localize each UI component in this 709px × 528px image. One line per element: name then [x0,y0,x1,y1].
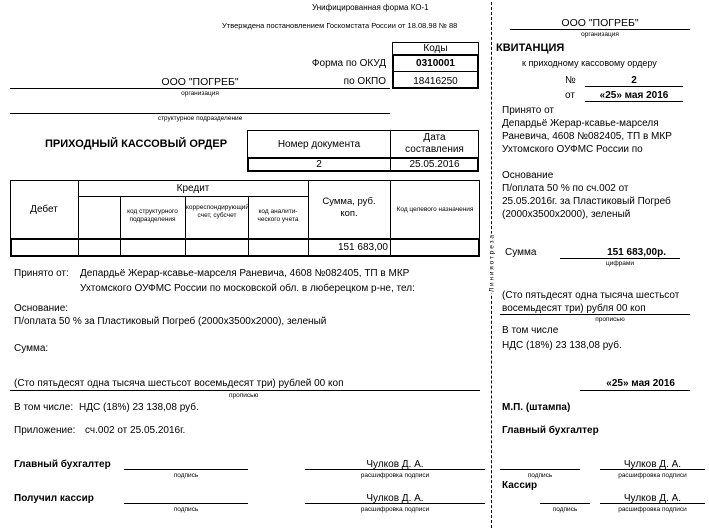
receipt-cashier-decode-caption: расшифровка подписи [618,506,687,513]
receipt-including-text: НДС (18%) 23 138,08 руб. [502,340,622,351]
col-sum-header: Сумма, руб. коп. [322,196,376,219]
receipt-org-name: ООО "ПОГРЕБ" [561,17,639,29]
approval-note: Утверждена постановлением Госкомстата России от 18.08.98 № 88 [222,21,458,30]
organization-caption: организация [181,90,219,97]
attachment-text: сч.002 от 25.05.2016г. [85,425,186,436]
credit-header: Кредит [176,183,210,194]
chief-accountant-name: Чулков Д. А. [366,459,424,470]
receipt-basis-line-2: 25.05.2016г. за Пластиковый Погреб [502,196,671,207]
receipt-no-value: 2 [631,75,637,86]
receipt-words-caption: прописью [595,316,625,323]
basis-label: Основание: [14,303,69,314]
form-name: Унифицированная форма КО-1 [312,3,429,12]
receipt-accepted-label: Принято от [502,105,555,116]
receipt-basis-label: Основание [502,170,554,181]
okpo-label: по ОКПО [343,76,386,87]
receipt-cashier-name: Чулков Д. А. [623,493,682,504]
cashier-name: Чулков Д. А. [366,493,424,504]
receipt-accepted-line-1: Депардьё Жерар-ксавье-марселя [502,118,659,129]
accepted-line-1: Депардьё Жерар-ксавье-марселя Раневича, 4608 №082405, ТП в МКР [80,268,410,279]
receipt-basis-line-3: (2000х3500х2000), зеленый [502,209,631,220]
cashier-sign-caption: подпись [173,506,199,513]
receipt-words-line-1: (Сто пятьдесят одна тысяча шестьсот [502,290,680,301]
okpo-value: 18416250 [413,76,458,87]
receipt-accepted-line-3: Ухтомского ОУФМС России по [502,144,643,155]
chief-decode-caption: расшифровка подписи [360,472,430,479]
cashier-decode-caption: расшифровка подписи [360,506,430,513]
table-values-row [10,238,480,257]
receipt-no-label: № [565,75,576,86]
receipt-chief-sign-caption: подпись [527,472,553,479]
receipt-chief-decode-caption: расшифровка подписи [618,472,687,479]
col-corr-header: корреспондирующий счет, субсчет [186,204,250,219]
doc-number-value: 2 [316,159,322,170]
col-purpose-header: Код целевого назначения [396,206,474,213]
receipt-accepted-line-2: Раневича, 4608 №082405, ТП в МКР [502,131,672,142]
date-label-1: Дата [423,132,446,143]
basis-text: П/оплата 50 % за Пластиковый Погреб (2000х3500х2000), зеленый [14,316,327,327]
col-struct-header: код структурного подразделения [127,208,178,223]
accepted-line-2: Ухтомского ОУФМС России по московской обл. в люберецком р-не, тел: [80,283,415,294]
sum-words: (Сто пятьдесят одна тысяча шестьсот восемьдесят три) рублей 00 коп [14,378,344,389]
receipt-title: КВИТАНЦИЯ [496,42,565,54]
cashier-label: Получил кассир [14,493,94,504]
receipt-sum-value: 151 683,00р. [607,247,666,258]
doc-number-label: Номер документа [277,139,361,150]
including-text: НДС (18%) 23 138,08 руб. [79,402,199,413]
debit-header: Дебет [30,204,58,215]
organization-name: ООО "ПОГРЕБ" [161,76,239,88]
sum-cell-value: 151 683,00 [337,242,388,253]
receipt-from-label: от [565,90,575,101]
sum-words-caption: прописью [229,392,259,399]
receipt-date: «25» мая 2016 [599,90,669,101]
sum-label: Сумма: [14,343,49,354]
stamp-label: М.П. (штампа) [502,402,571,413]
order-title: ПРИХОДНЫЙ КАССОВЫЙ ОРДЕР [45,138,228,150]
col-analytic-header: код аналити-ческого учета [257,208,299,223]
receipt-basis-line-1: П/оплата 50 % по сч.002 от [502,183,629,194]
department-caption: структурное подразделение [157,115,243,122]
codes-label: Коды [423,43,448,54]
doc-date-value: 25.05.2016 [409,159,460,170]
receipt-cashier-sign-caption: подпись [552,506,578,513]
okud-value: 0310001 [416,58,455,69]
accepted-label: Принято от: [14,268,69,279]
chief-accountant-label: Главный бухгалтер [14,459,111,470]
attachment-label: Приложение: [14,425,76,436]
tear-line-label: Л и н и я о т р е з а [488,234,496,293]
including-label: В том числе: [14,402,74,413]
receipt-digits-caption: цифрами [605,260,635,267]
date-label-2: составления [405,144,464,155]
receipt-words-line-2: восемьдесят три) рубля 00 коп [502,303,646,314]
chief-sign-caption: подпись [173,472,199,479]
receipt-bottom-date: «25» мая 2016 [606,378,675,389]
receipt-org-caption: организация [581,31,619,38]
receipt-including-label: В том числе [502,325,559,336]
receipt-chief-label: Главный бухгалтер [502,425,599,436]
okud-label: Форма по ОКУД [311,58,386,69]
receipt-chief-name: Чулков Д. А. [623,459,682,470]
receipt-sum-label: Сумма [505,247,537,258]
receipt-subtitle: к приходному кассовому ордеру [522,58,657,68]
receipt-cashier-label: Кассир [502,480,538,491]
